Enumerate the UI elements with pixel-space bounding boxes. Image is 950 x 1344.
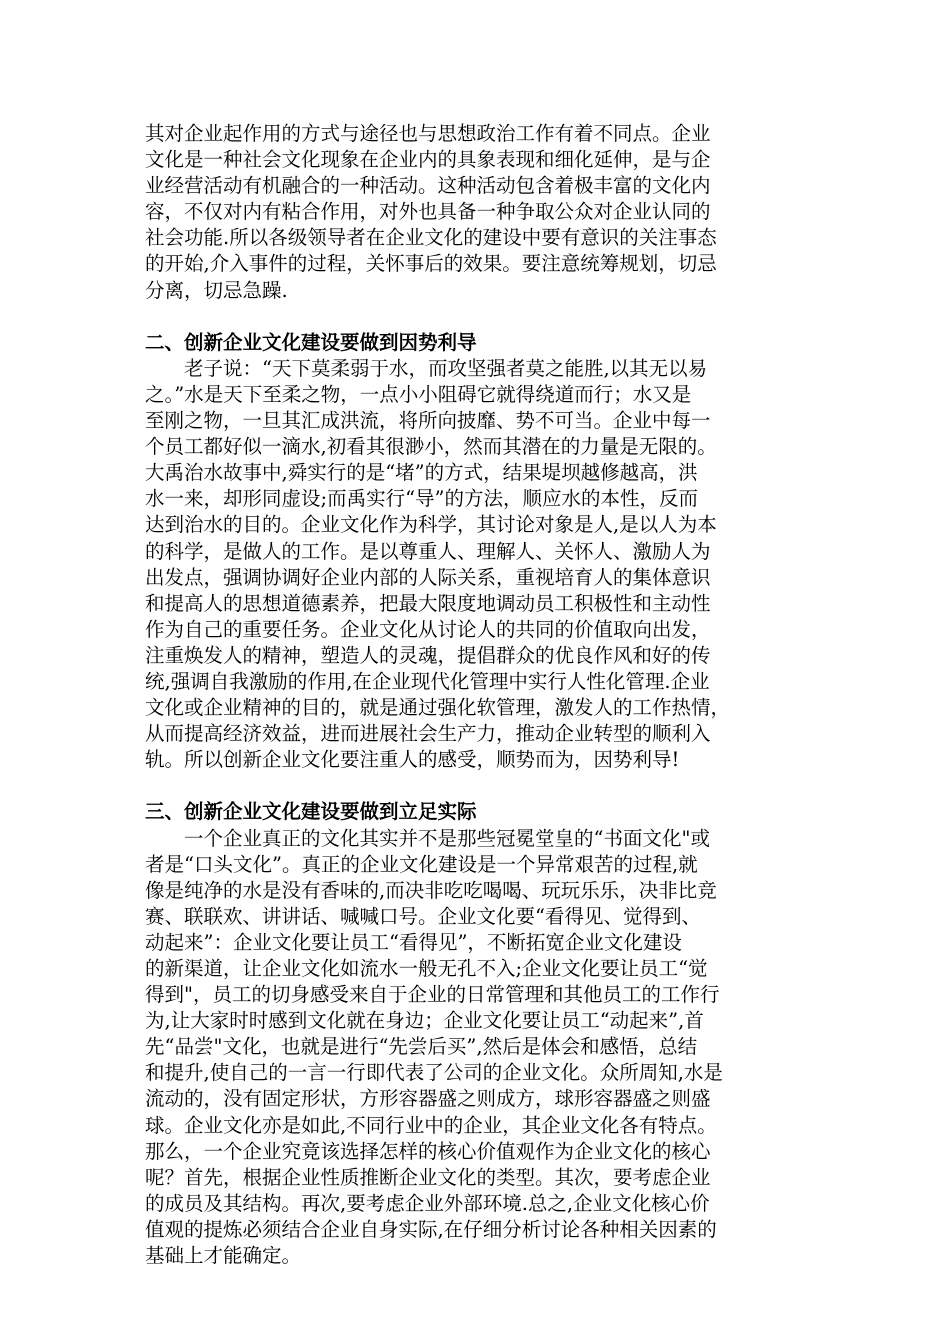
blank-line bbox=[145, 304, 830, 330]
text-line: 老子说：“天下莫柔弱于水，而攻坚强者莫之能胜,以其无以易 bbox=[184, 356, 708, 380]
text-line: 的开始,介入事件的过程，关怀事后的效果。要注意统筹规划，切忌 bbox=[145, 252, 717, 276]
text-line: 统,强调自我激励的作用,在企业现代化管理中实行人性化管理.企业 bbox=[145, 669, 710, 693]
text-line: 的成员及其结构。再次,要考虑企业外部环境.总之,企业文化核心价 bbox=[145, 1191, 710, 1215]
section-heading: 三、创新企业文化建设要做到立足实际 bbox=[145, 800, 477, 824]
text-line: 容，不仅对内有粘合作用，对外也具备一种争取公众对企业认同的 bbox=[145, 200, 711, 224]
text-line: 那么，一个企业究竟该选择怎样的核心价值观作为企业文化的核心 bbox=[145, 1139, 711, 1163]
text-line: 球。企业文化亦是如此,不同行业中的企业，其企业文化各有特点。 bbox=[145, 1113, 717, 1137]
text-line: 基础上才能确定。 bbox=[145, 1244, 302, 1268]
section-2 bbox=[145, 330, 830, 774]
document-page bbox=[145, 121, 830, 1269]
text-line: 从而提高经济效益，进而进展社会生产力，推动企业转型的顺利入 bbox=[145, 722, 711, 746]
blank-line bbox=[145, 773, 830, 799]
text-line: 作为自己的重要任务。企业文化从讨论人的共同的价值取向出发， bbox=[145, 617, 711, 641]
text-line: 至刚之物，一旦其汇成洪流，将所向披靡、势不可当。企业中每一 bbox=[145, 409, 711, 433]
text-line: 值观的提炼必须结合企业自身实际,在仔细分析讨论各种相关因素的 bbox=[145, 1217, 717, 1241]
text-line: 像是纯净的水是没有香味的,而决非吃吃喝喝、玩玩乐乐，决非比竞 bbox=[145, 878, 717, 902]
section-3 bbox=[145, 799, 830, 1269]
text-line: 出发点，强调协调好企业内部的人际关系，重视培育人的集体意识 bbox=[145, 565, 711, 589]
text-line: 分离，切忌急躁. bbox=[145, 278, 288, 302]
text-line: 为,让大家时时感到文化就在身边；企业文化要让员工“动起来”,首 bbox=[145, 1009, 704, 1033]
text-line: 的新渠道，让企业文化如流水一般无孔不入;企业文化要让员工“觉 bbox=[145, 957, 708, 980]
text-line: 社会功能.所以各级领导者在企业文化的建设中要有意识的关注事态 bbox=[145, 226, 717, 250]
text-line: 和提升,使自己的一言一行即代表了公司的企业文化。众所周知,水是 bbox=[145, 1061, 723, 1085]
text-line: 流动的，没有固定形状，方形容器盛之则成方，球形容器盛之则盛 bbox=[145, 1087, 711, 1111]
text-line: 一个企业真正的文化其实并不是那些冠冕堂皇的“书面文化"或 bbox=[184, 826, 710, 850]
section-heading: 二、创新企业文化建设要做到因势利导 bbox=[145, 330, 477, 354]
text-line: 的科学，是做人的工作。是以尊重人、理解人、关怀人、激励人为 bbox=[145, 539, 711, 563]
text-line: 水一来，却形同虚设;而禹实行“导”的方法，顺应水的本性，反而 bbox=[145, 487, 699, 511]
paragraph-continuation bbox=[145, 121, 830, 304]
text-line: 大禹治水故事中,舜实行的是“堵”的方式，结果堤坝越修越高，洪 bbox=[145, 461, 698, 485]
text-line: 业经营活动有机融合的一种活动。这种活动包含着极丰富的文化内 bbox=[145, 174, 711, 198]
text-line: 其对企业起作用的方式与途径也与思想政治工作有着不同点。企业 bbox=[145, 122, 711, 145]
text-line: 文化或企业精神的目的，就是通过强化软管理，激发人的工作热情， bbox=[145, 696, 731, 720]
text-line: 轨。所以创新企业文化要注重人的感受，顺势而为，因势利导! bbox=[145, 748, 680, 772]
text-line: 得到"，员工的切身感受来自于企业的日常管理和其他员工的工作行 bbox=[145, 983, 720, 1007]
text-line: 达到治水的目的。企业文化作为科学，其讨论对象是人,是以人为本 bbox=[145, 513, 717, 537]
text-line: 先“品尝"文化，也就是进行“先尝后买”,然后是体会和感悟，总结 bbox=[145, 1035, 698, 1059]
text-line: 注重焕发人的精神，塑造人的灵魂，提倡群众的优良作风和好的传 bbox=[145, 643, 711, 667]
text-line: 和提高人的思想道德素养，把最大限度地调动员工积极性和主动性 bbox=[145, 591, 711, 615]
text-line: 个员工都好似一滴水,初看其很渺小，然而其潜在的力量是无限的。 bbox=[145, 435, 717, 459]
text-line: 动起来”：企业文化要让员工“看得见”，不断拓宽企业文化建设 bbox=[145, 930, 682, 954]
text-line: 之。”水是天下至柔之物，一点小小阻碍它就得绕道而行；水又是 bbox=[145, 382, 692, 406]
text-line: 赛、联联欢、讲讲话、喊喊口号。企业文化要“看得见、觉得到、 bbox=[145, 904, 701, 928]
text-line: 呢？首先，根据企业性质推断企业文化的类型。其次，要考虑企业 bbox=[145, 1165, 711, 1189]
text-line: 者是“口头文化”。真正的企业文化建设是一个异常艰苦的过程,就 bbox=[145, 852, 698, 876]
text-line: 文化是一种社会文化现象在企业内的具象表现和细化延伸，是与企 bbox=[145, 148, 711, 172]
